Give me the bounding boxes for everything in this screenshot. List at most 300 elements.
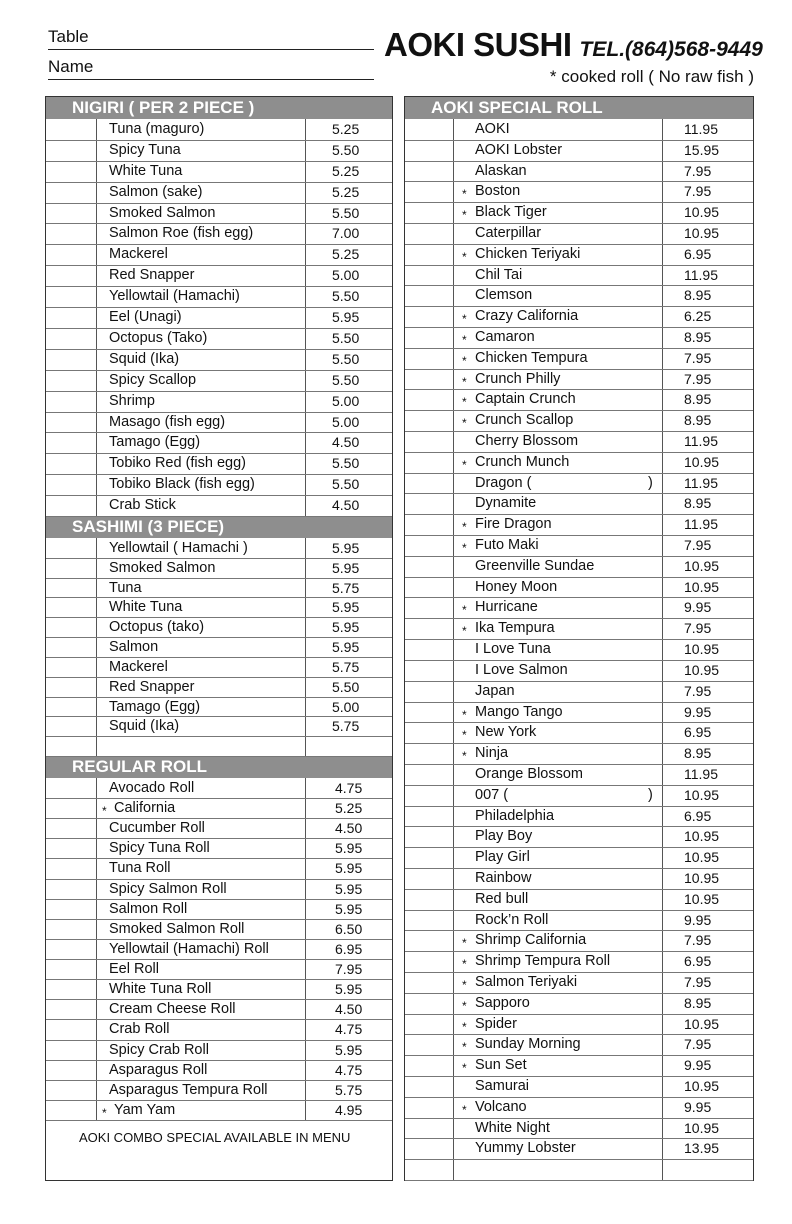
special-item-name: Cherry Blossom (475, 433, 579, 449)
special-item-name: AOKI (475, 121, 510, 137)
nigiri-item (46, 119, 392, 140)
special-item-name: Salmon Teriyaki (475, 974, 578, 990)
nigiri-item (46, 432, 392, 453)
special-item-paren: ) (648, 475, 653, 491)
special-item-name: Crunch Munch (475, 454, 570, 470)
regular-item-name: Spicy Tuna Roll (109, 840, 210, 856)
special-item (405, 1055, 753, 1076)
special-item-paren: ) (648, 787, 653, 803)
special-cooked-mark: * (462, 957, 467, 971)
special-item (405, 577, 753, 598)
special-item (405, 889, 753, 910)
special-cooked-mark: * (462, 1040, 467, 1054)
special-item-price: 10.95 (684, 891, 720, 907)
regular-item (46, 1080, 392, 1100)
special-item (405, 785, 753, 806)
nigiri-item-name: Tuna (maguro) (109, 121, 205, 137)
nigiri-item (46, 203, 392, 224)
sashimi-item-price: 5.95 (332, 639, 360, 655)
restaurant-header (384, 26, 763, 64)
special-cooked-mark: * (462, 1061, 467, 1075)
sashimi-title: SASHIMI (3 PIECE) (72, 517, 225, 536)
special-item-price: 10.95 (684, 849, 720, 865)
special-item-price: 8.95 (684, 745, 712, 761)
nigiri-item-price: 5.50 (332, 330, 360, 346)
special-cooked-mark: * (462, 749, 467, 763)
nigiri-item-price: 4.50 (332, 434, 360, 450)
nigiri-item-name: Smoked Salmon (109, 205, 216, 221)
special-item-price: 10.95 (684, 1078, 720, 1094)
special-item-price: 7.95 (684, 183, 712, 199)
regular-item-price: 7.95 (335, 961, 363, 977)
special-item-name: Dynamite (475, 495, 537, 511)
special-item (405, 1014, 753, 1035)
special-cooked-mark: * (462, 1020, 467, 1034)
special-item-price: 11.95 (684, 121, 718, 137)
regular-item (46, 858, 392, 878)
special-item-price: 9.95 (684, 1099, 712, 1115)
special-item-name: Black Tiger (475, 204, 547, 220)
special-cooked-mark: * (462, 978, 467, 992)
sashimi-item-price: 5.00 (332, 699, 360, 715)
nigiri-item-name: Tamago (Egg) (109, 434, 201, 450)
nigiri-row-rule (46, 516, 392, 517)
regular-roll-section-header (46, 756, 392, 778)
special-item-name: White Night (475, 1120, 550, 1136)
regular-item (46, 879, 392, 899)
nigiri-item-price: 5.50 (332, 205, 360, 221)
nigiri-item (46, 182, 392, 203)
regular-item-name: Cucumber Roll (109, 820, 205, 836)
special-item-name: Chicken Teriyaki (475, 246, 581, 262)
special-item (405, 140, 753, 161)
special-item-price: 8.95 (684, 495, 712, 511)
regular-item-name: Asparagus Roll (109, 1062, 208, 1078)
special-item-price: 10.95 (684, 579, 720, 595)
nigiri-item-price: 5.25 (332, 121, 360, 137)
special-item-price: 6.95 (684, 724, 712, 740)
special-item-price: 10.95 (684, 454, 720, 470)
special-item-price: 10.95 (684, 558, 720, 574)
nigiri-item-name: Red Snapper (109, 267, 195, 283)
special-item-name: Ika Tempura (475, 620, 555, 636)
nigiri-item-price: 4.50 (332, 497, 360, 513)
special-item (405, 389, 753, 410)
sashimi-item-price: 5.95 (332, 619, 360, 635)
special-item-price: 9.95 (684, 704, 712, 720)
regular-item-price: 4.95 (335, 1102, 363, 1118)
nigiri-item-price: 5.50 (332, 455, 360, 471)
special-item-price: 10.95 (684, 828, 720, 844)
special-item-name: Honey Moon (475, 579, 558, 595)
sashimi-item-name: Red Snapper (109, 679, 195, 695)
nigiri-item (46, 453, 392, 474)
sashimi-item-name: White Tuna (109, 599, 183, 615)
special-item (405, 722, 753, 743)
nigiri-item-price: 5.00 (332, 414, 360, 430)
nigiri-item-name: Yellowtail (Hamachi) (109, 288, 240, 304)
regular-item (46, 999, 392, 1019)
special-item-price: 11.95 (684, 766, 718, 782)
sashimi-item-name: Tuna (109, 580, 142, 596)
special-item (405, 161, 753, 182)
special-item (405, 431, 753, 452)
special-item-price: 7.95 (684, 932, 712, 948)
nigiri-item (46, 474, 392, 495)
special-cooked-mark: * (462, 187, 467, 201)
regular-item-price: 6.50 (335, 921, 363, 937)
special-item (405, 410, 753, 431)
special-item-name: Orange Blossom (475, 766, 583, 782)
nigiri-item-name: Crab Stick (109, 497, 176, 513)
nigiri-item-price: 5.00 (332, 393, 360, 409)
regular-item-name: Yellowtail (Hamachi) Roll (109, 941, 269, 957)
regular-item (46, 939, 392, 959)
sashimi-item-price: 5.75 (332, 718, 360, 734)
sashimi-item (46, 736, 392, 756)
special-item (405, 202, 753, 223)
nigiri-item (46, 265, 392, 286)
special-cooked-mark: * (462, 458, 467, 472)
regular-item-price: 4.50 (335, 820, 363, 836)
regular-item-price: 5.95 (335, 1042, 363, 1058)
special-item (405, 285, 753, 306)
special-item (405, 535, 753, 556)
special-cooked-mark: * (462, 936, 467, 950)
special-cooked-mark: * (462, 603, 467, 617)
sashimi-item (46, 558, 392, 578)
special-item-name: Alaskan (475, 163, 527, 179)
special-item-name: Dragon ( (475, 475, 532, 491)
sashimi-item-name: Squid (Ika) (109, 718, 180, 734)
special-cooked-mark: * (462, 541, 467, 555)
special-item-price: 10.95 (684, 662, 720, 678)
nigiri-item (46, 412, 392, 433)
special-cooked-mark: * (462, 395, 467, 409)
regular-item (46, 818, 392, 838)
special-item (405, 910, 753, 931)
sashimi-item-price: 5.75 (332, 580, 360, 596)
regular-item (46, 1019, 392, 1039)
special-item-price: 10.95 (684, 225, 720, 241)
nigiri-item-name: Mackerel (109, 246, 168, 262)
special-item-name: Sapporo (475, 995, 530, 1011)
special-item-name: Clemson (475, 287, 533, 303)
special-item (405, 265, 753, 286)
special-item (405, 514, 753, 535)
special-item-name: New York (475, 724, 537, 740)
special-item (405, 348, 753, 369)
special-cooked-mark: * (462, 708, 467, 722)
special-item (405, 618, 753, 639)
special-item-price: 10.95 (684, 204, 720, 220)
special-item-name: I Love Salmon (475, 662, 568, 678)
special-item (405, 639, 753, 660)
special-item (405, 1159, 753, 1180)
special-item-price: 7.95 (684, 163, 712, 179)
nigiri-item-name: Tobiko Black (fish egg) (109, 476, 255, 492)
special-item-price: 6.95 (684, 808, 712, 824)
special-item-name: Chicken Tempura (475, 350, 588, 366)
sashimi-item (46, 657, 392, 677)
special-roll-title: AOKI SPECIAL ROLL (431, 98, 603, 117)
regular-row-rule (46, 1120, 392, 1121)
special-item-price: 7.95 (684, 1036, 712, 1052)
nigiri-item-price: 5.25 (332, 246, 360, 262)
regular-roll-title: REGULAR ROLL (72, 757, 208, 776)
phone-number: TEL.(864)568-9449 (579, 38, 763, 61)
regular-item-price: 5.95 (335, 981, 363, 997)
special-item-price: 6.95 (684, 953, 712, 969)
regular-item (46, 1100, 392, 1120)
special-item-name: Red bull (475, 891, 529, 907)
regular-item-name: California (114, 800, 176, 816)
nigiri-item-price: 5.25 (332, 184, 360, 200)
sashimi-item (46, 697, 392, 717)
regular-item (46, 778, 392, 798)
special-item (405, 826, 753, 847)
special-item-price: 9.95 (684, 1057, 712, 1073)
special-item-name: Crazy California (475, 308, 579, 324)
sashimi-item-name: Octopus (tako) (109, 619, 205, 635)
sashimi-item-name: Smoked Salmon (109, 560, 216, 576)
regular-item-name: Tuna Roll (109, 860, 171, 876)
special-item-price: 7.95 (684, 683, 712, 699)
sashimi-item-price: 5.95 (332, 560, 360, 576)
special-item-name: Play Girl (475, 849, 530, 865)
special-item-name: Volcano (475, 1099, 527, 1115)
nigiri-item (46, 244, 392, 265)
table-label: Table (48, 27, 89, 46)
special-cooked-mark: * (462, 1103, 467, 1117)
special-item-name: Camaron (475, 329, 535, 345)
special-item-price: 8.95 (684, 391, 712, 407)
sashimi-item-name: Mackerel (109, 659, 168, 675)
regular-item (46, 899, 392, 919)
nigiri-item-price: 5.95 (332, 309, 360, 325)
regular-item-name: Spicy Crab Roll (109, 1042, 209, 1058)
special-cooked-mark: * (462, 333, 467, 347)
nigiri-item-price: 5.25 (332, 163, 360, 179)
special-item-price: 6.25 (684, 308, 712, 324)
regular-item (46, 959, 392, 979)
nigiri-item-price: 5.50 (332, 476, 360, 492)
restaurant-name: AOKI SUSHI (384, 26, 572, 63)
special-item (405, 764, 753, 785)
regular-item-price: 5.95 (335, 860, 363, 876)
nigiri-item (46, 307, 392, 328)
special-item-name: I Love Tuna (475, 641, 551, 657)
nigiri-item (46, 286, 392, 307)
special-item (405, 1076, 753, 1097)
special-item-price: 10.95 (684, 787, 720, 803)
special-cooked-mark: * (462, 375, 467, 389)
special-item-name: Samurai (475, 1078, 529, 1094)
special-item (405, 868, 753, 889)
nigiri-item-name: Shrimp (109, 393, 155, 409)
special-item-price: 8.95 (684, 995, 712, 1011)
special-item-name: Rock’n Roll (475, 912, 549, 928)
nigiri-section-header (46, 97, 392, 119)
special-item (405, 1138, 753, 1159)
regular-item-price: 4.50 (335, 1001, 363, 1017)
regular-cooked-mark: * (102, 804, 107, 818)
regular-cooked-mark: * (102, 1106, 107, 1120)
special-cooked-mark: * (462, 416, 467, 430)
special-item-name: Crunch Philly (475, 371, 561, 387)
sashimi-item-price: 5.50 (332, 679, 360, 695)
sashimi-item (46, 538, 392, 558)
nigiri-item (46, 161, 392, 182)
special-item (405, 493, 753, 514)
special-item (405, 244, 753, 265)
regular-item (46, 1040, 392, 1060)
regular-item-name: Avocado Roll (109, 780, 195, 796)
special-item-name: Shrimp Tempura Roll (475, 953, 611, 969)
nigiri-item-name: Eel (Unagi) (109, 309, 182, 325)
regular-item-price: 5.75 (335, 1082, 363, 1098)
special-item (405, 369, 753, 390)
combo-special-note: AOKI COMBO SPECIAL AVAILABLE IN MENU (79, 1130, 351, 1145)
sashimi-item (46, 617, 392, 637)
special-item-price: 9.95 (684, 599, 712, 615)
special-cooked-mark: * (462, 624, 467, 638)
regular-item-name: Eel Roll (109, 961, 159, 977)
sashimi-item-name: Salmon (109, 639, 159, 655)
special-cooked-mark: * (462, 728, 467, 742)
sashimi-row-rule (46, 756, 392, 757)
sashimi-item-price: 5.95 (332, 599, 360, 615)
special-item (405, 660, 753, 681)
nigiri-item (46, 391, 392, 412)
nigiri-item-price: 5.50 (332, 351, 360, 367)
regular-item-price: 5.95 (335, 901, 363, 917)
special-item-price: 7.95 (684, 371, 712, 387)
table-field (48, 24, 374, 50)
special-item-name: Boston (475, 183, 521, 199)
sashimi-item-name: Yellowtail ( Hamachi ) (109, 540, 248, 556)
special-item (405, 597, 753, 618)
nigiri-item-name: Salmon Roe (fish egg) (109, 225, 254, 241)
special-item-price: 7.95 (684, 537, 712, 553)
sashimi-item-name: Tamago (Egg) (109, 699, 201, 715)
nigiri-item-name: Masago (fish egg) (109, 414, 226, 430)
nigiri-item (46, 223, 392, 244)
special-item-name: Chil Tai (475, 267, 523, 283)
special-item-price: 10.95 (684, 1120, 720, 1136)
special-item (405, 806, 753, 827)
nigiri-item-name: Spicy Scallop (109, 372, 197, 388)
special-item (405, 452, 753, 473)
regular-item-price: 5.95 (335, 881, 363, 897)
special-item (405, 306, 753, 327)
nigiri-item-name: Tobiko Red (fish egg) (109, 455, 247, 471)
nigiri-item (46, 140, 392, 161)
name-label: Name (48, 57, 94, 76)
nigiri-item (46, 370, 392, 391)
sashimi-item (46, 677, 392, 697)
special-item-name: AOKI Lobster (475, 142, 563, 158)
name-field (48, 54, 374, 80)
regular-item-price: 4.75 (335, 1021, 363, 1037)
special-item-price: 10.95 (684, 641, 720, 657)
nigiri-item-name: Squid (Ika) (109, 351, 180, 367)
special-item (405, 993, 753, 1014)
special-item-name: Sunday Morning (475, 1036, 581, 1052)
nigiri-title: NIGIRI ( PER 2 PIECE ) (72, 98, 255, 117)
special-item-price: 11.95 (684, 475, 718, 491)
special-item-price: 15.95 (684, 142, 720, 158)
regular-item-price: 5.25 (335, 800, 363, 816)
special-item-price: 7.95 (684, 350, 712, 366)
special-item (405, 1118, 753, 1139)
regular-item-price: 4.75 (335, 780, 363, 796)
special-item-name: Futo Maki (475, 537, 539, 553)
special-item (405, 1034, 753, 1055)
special-item-name: 007 ( (475, 787, 509, 803)
special-item-name: Hurricane (475, 599, 538, 615)
regular-item-name: Salmon Roll (109, 901, 188, 917)
special-item (405, 681, 753, 702)
special-cooked-mark: * (462, 312, 467, 326)
special-item-name: Rainbow (475, 870, 532, 886)
special-item-name: Crunch Scallop (475, 412, 574, 428)
special-item (405, 847, 753, 868)
regular-item (46, 979, 392, 999)
regular-item (46, 919, 392, 939)
special-item-name: Shrimp California (475, 932, 587, 948)
special-item (405, 473, 753, 494)
special-item-price: 10.95 (684, 870, 720, 886)
regular-item (46, 838, 392, 858)
left-menu-panel (45, 96, 393, 1181)
special-item-name: Greenville Sundae (475, 558, 595, 574)
special-item-name: Captain Crunch (475, 391, 576, 407)
special-item-name: Yummy Lobster (475, 1140, 576, 1156)
regular-item-price: 6.95 (335, 941, 363, 957)
sashimi-item (46, 637, 392, 657)
regular-item-price: 4.75 (335, 1062, 363, 1078)
sashimi-item-price: 5.95 (332, 540, 360, 556)
special-cooked-mark: * (462, 354, 467, 368)
special-item (405, 327, 753, 348)
regular-item-name: Yam Yam (114, 1102, 176, 1118)
special-item (405, 119, 753, 140)
special-item-price: 9.95 (684, 912, 712, 928)
regular-item-name: Cream Cheese Roll (109, 1001, 236, 1017)
sashimi-item (46, 578, 392, 598)
sashimi-item (46, 716, 392, 736)
sashimi-item-price: 5.75 (332, 659, 360, 675)
special-item (405, 930, 753, 951)
special-item (405, 951, 753, 972)
special-cooked-mark: * (462, 999, 467, 1013)
nigiri-item-price: 7.00 (332, 225, 360, 241)
special-roll-section-header (405, 97, 753, 119)
nigiri-item (46, 495, 392, 516)
nigiri-item-name: White Tuna (109, 163, 183, 179)
special-item-price: 6.95 (684, 246, 712, 262)
special-item (405, 972, 753, 993)
special-item-price: 8.95 (684, 412, 712, 428)
nigiri-item-price: 5.50 (332, 372, 360, 388)
special-item-price: 8.95 (684, 329, 712, 345)
sashimi-section-header (46, 516, 392, 538)
special-item-name: Philadelphia (475, 808, 555, 824)
special-item-name: Spider (475, 1016, 517, 1032)
special-item (405, 181, 753, 202)
special-item-name: Sun Set (475, 1057, 527, 1073)
